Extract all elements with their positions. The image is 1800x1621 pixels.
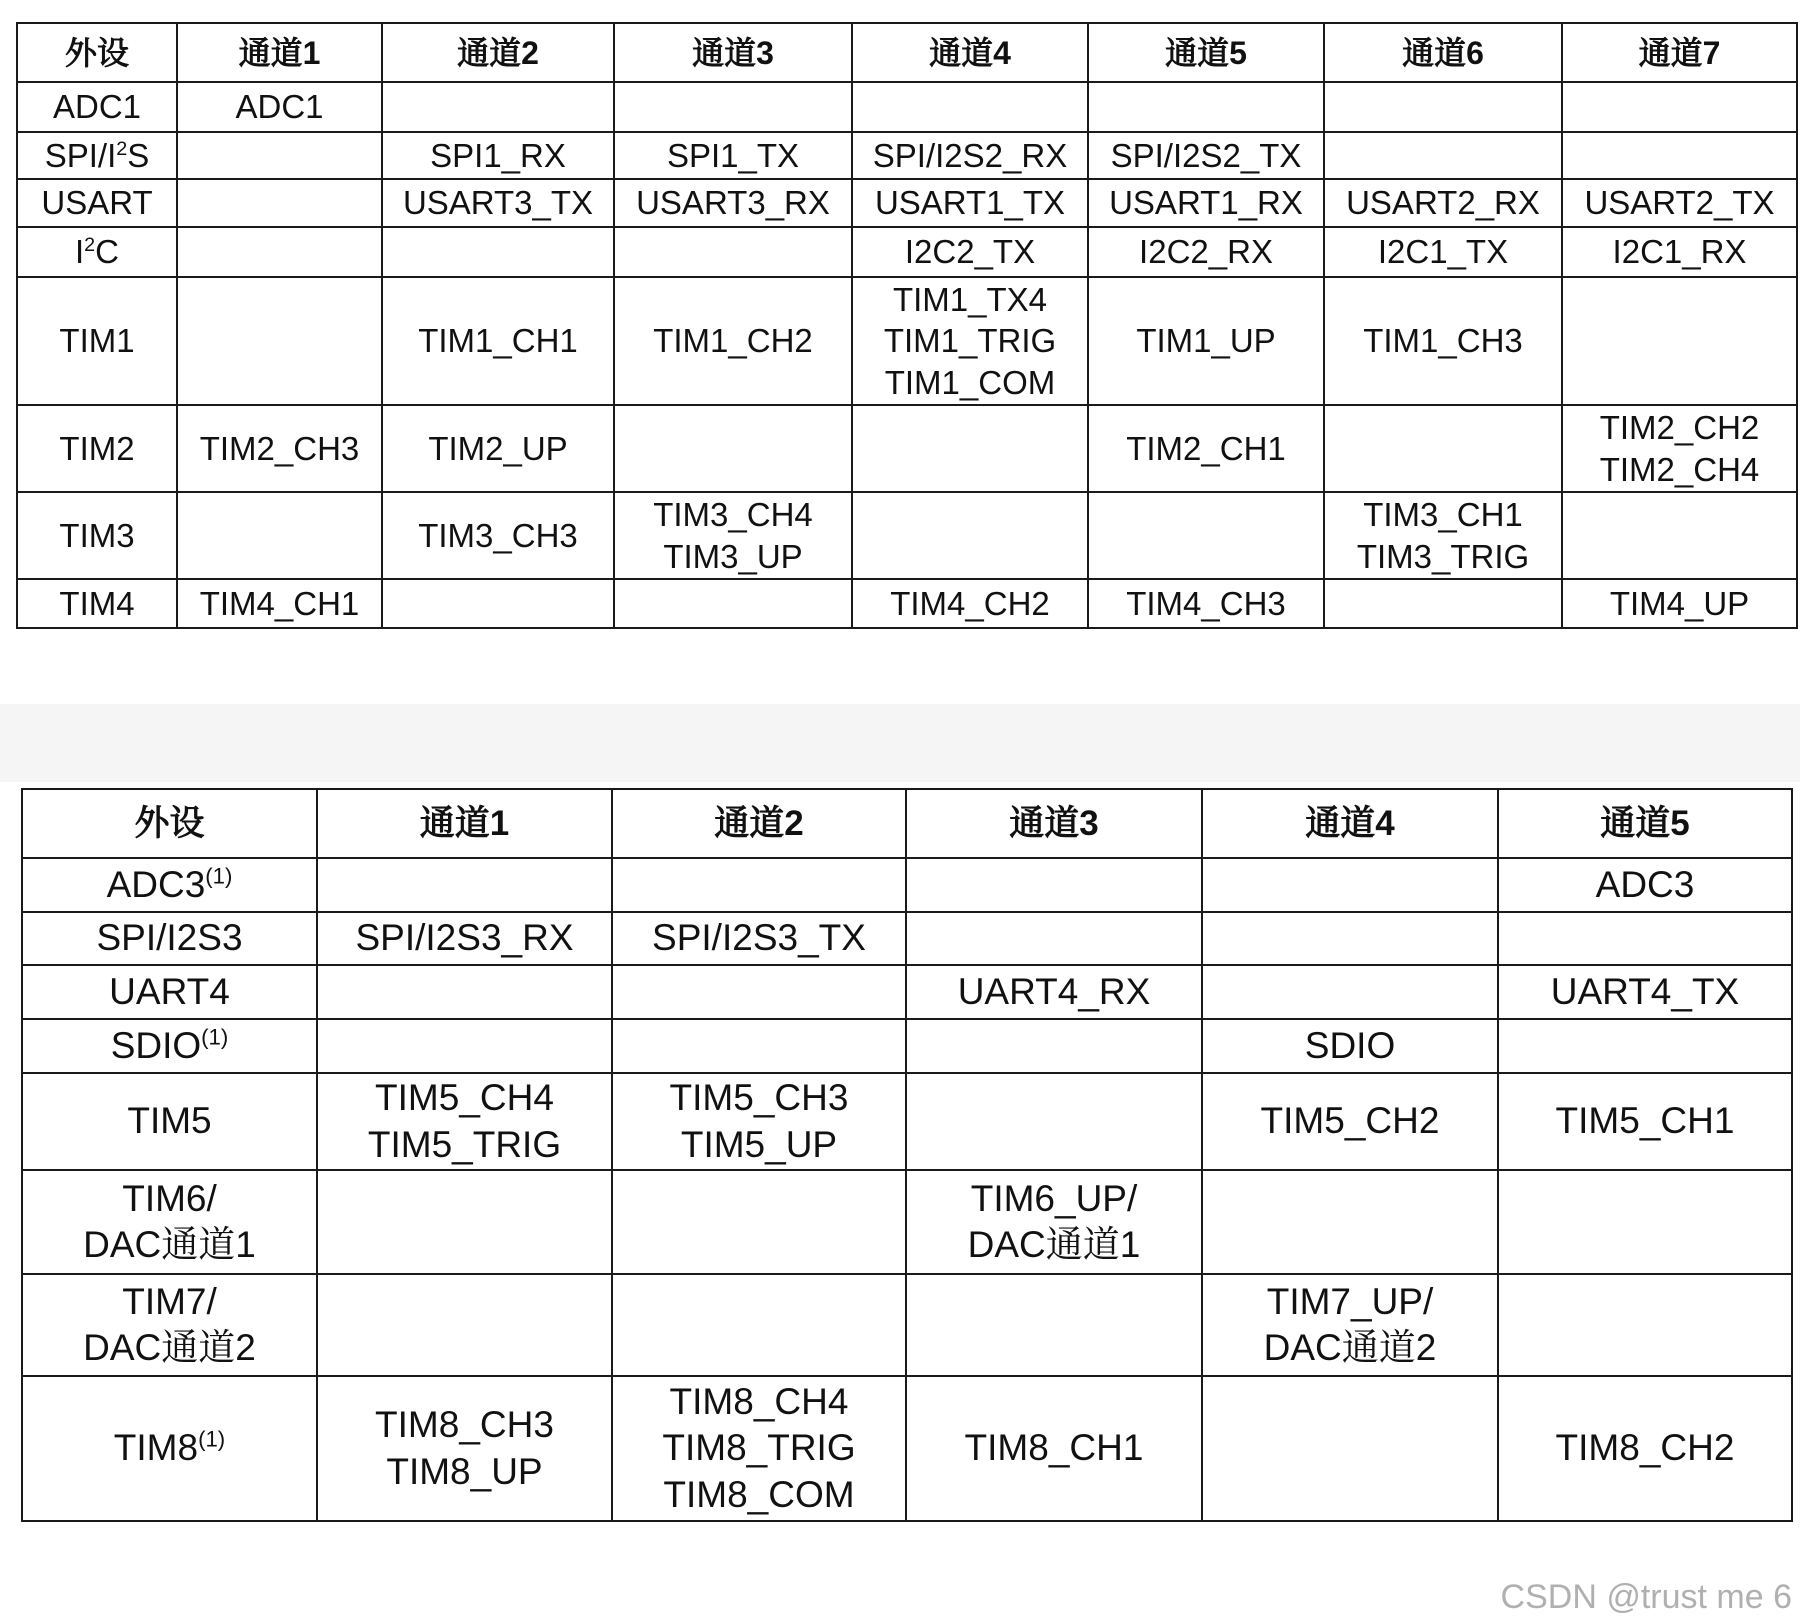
- peripheral-label: USART: [41, 184, 153, 222]
- request-label: TIM4_CH3: [1126, 584, 1286, 622]
- header-channel-4: 通道4: [1202, 789, 1498, 858]
- request-label: TIM5_CH4: [375, 1077, 554, 1119]
- channel-cell: [906, 1376, 1202, 1521]
- table-row: [22, 1019, 1792, 1073]
- request-label: TIM4_UP: [1609, 584, 1750, 622]
- channel-cell: [1498, 965, 1792, 1019]
- channel-cell: [382, 82, 614, 132]
- peripheral-label: SPI/I2S3: [96, 917, 243, 959]
- channel-cell: [177, 132, 382, 179]
- channel-cell: [1088, 179, 1324, 227]
- channel-cell: [317, 1073, 612, 1170]
- watermark: CSDN @trust me 6: [1500, 1578, 1792, 1616]
- table-row: [22, 965, 1792, 1019]
- channel-cell: [1324, 579, 1562, 628]
- channel-cell: [852, 82, 1088, 132]
- request-label: TIM5_CH2: [1260, 1100, 1440, 1142]
- channel-cell: [1498, 858, 1792, 912]
- header-peripheral: 外设: [22, 789, 317, 858]
- table-row: [17, 405, 1797, 492]
- table-row: [17, 277, 1797, 405]
- channel-cell: [1088, 132, 1324, 179]
- request-label: TIM1_COM: [884, 363, 1056, 401]
- peripheral-label: TIM2: [59, 429, 135, 467]
- peripheral-label: ADC3: [106, 863, 206, 905]
- table-row: [17, 82, 1797, 132]
- channel-cell: [177, 492, 382, 579]
- channel-cell: [906, 965, 1202, 1019]
- channel-cell: [1324, 492, 1562, 579]
- channel-cell: [1202, 1019, 1498, 1073]
- request-label: TIM1_TX4: [892, 281, 1048, 319]
- peripheral-cell: [22, 912, 317, 965]
- request-label: DAC通道2: [1263, 1327, 1437, 1368]
- channel-cell: [382, 179, 614, 227]
- request-label: TIM2_CH3: [199, 429, 360, 467]
- table-header-row: [17, 23, 1797, 82]
- request-label: TIM1_UP: [1136, 322, 1276, 360]
- request-label: SPI1_TX: [666, 136, 800, 174]
- channel-cell: [317, 1170, 612, 1274]
- peripheral-label: TIM4: [59, 584, 135, 622]
- channel-cell: [1498, 1170, 1792, 1274]
- request-label: USART3_TX: [402, 184, 594, 222]
- request-label: I2C1_TX: [1377, 233, 1509, 271]
- channel-cell: [906, 1274, 1202, 1376]
- header-channel-6: 通道6: [1324, 23, 1562, 82]
- channel-cell: [177, 179, 382, 227]
- channel-cell: [1202, 1073, 1498, 1170]
- header-channel-3: 通道3: [906, 789, 1202, 858]
- channel-cell: [1088, 227, 1324, 277]
- channel-cell: [614, 492, 852, 579]
- channel-cell: [1202, 1274, 1498, 1376]
- channel-cell: [177, 579, 382, 628]
- channel-cell: [612, 965, 906, 1019]
- table-header-row: [22, 789, 1792, 858]
- request-label: TIM8_CH1: [964, 1427, 1144, 1469]
- table-row: [17, 132, 1797, 179]
- superscript: 2: [84, 234, 96, 257]
- channel-cell: [317, 912, 612, 965]
- channel-cell: [1562, 405, 1797, 492]
- channel-cell: [1202, 858, 1498, 912]
- header-channel-1: 通道1: [177, 23, 382, 82]
- channel-cell: [1562, 82, 1797, 132]
- request-label: TIM3_UP: [663, 537, 803, 575]
- table-row: [22, 1170, 1792, 1274]
- channel-cell: [612, 912, 906, 965]
- channel-cell: [382, 405, 614, 492]
- channel-cell: [1562, 492, 1797, 579]
- channel-cell: [1498, 1376, 1792, 1521]
- request-label: SPI/I2S2_RX: [872, 136, 1068, 174]
- peripheral-cell: [22, 1274, 317, 1376]
- channel-cell: [382, 492, 614, 579]
- request-label: TIM1_CH2: [653, 322, 813, 360]
- channel-cell: [317, 965, 612, 1019]
- request-label: ADC1: [235, 88, 324, 126]
- channel-cell: [317, 1019, 612, 1073]
- request-label: TIM5_UP: [680, 1123, 838, 1165]
- request-label: I2C2_TX: [904, 233, 1036, 271]
- superscript: (1): [205, 863, 233, 889]
- header-channel-2: 通道2: [612, 789, 906, 858]
- request-label: TIM4_CH1: [199, 584, 360, 622]
- request-label: DAC通道1: [967, 1224, 1141, 1265]
- peripheral-label: TIM1: [59, 322, 135, 360]
- peripheral-cell: [22, 1019, 317, 1073]
- table-row: [17, 227, 1797, 277]
- channel-cell: [852, 227, 1088, 277]
- request-label: TIM4_CH2: [890, 584, 1050, 622]
- request-label: TIM1_CH1: [418, 322, 578, 360]
- request-label: USART2_RX: [1346, 184, 1540, 222]
- peripheral-cell: [22, 858, 317, 912]
- header-channel-4: 通道4: [852, 23, 1088, 82]
- channel-cell: [382, 277, 614, 405]
- header-peripheral: 外设: [17, 23, 177, 82]
- peripheral-cell: [17, 179, 177, 227]
- channel-cell: [1202, 912, 1498, 965]
- superscript: 2: [116, 137, 128, 160]
- request-label: TIM8_TRIG: [662, 1427, 856, 1469]
- request-label: UART4_RX: [957, 970, 1151, 1012]
- channel-cell: [906, 1170, 1202, 1274]
- channel-cell: [1324, 179, 1562, 227]
- header-channel-5: 通道5: [1088, 23, 1324, 82]
- peripheral-label: DAC通道1: [83, 1224, 256, 1265]
- channel-cell: [614, 132, 852, 179]
- peripheral-label: TIM3: [59, 516, 135, 554]
- channel-cell: [1088, 405, 1324, 492]
- channel-cell: [177, 405, 382, 492]
- channel-cell: [906, 1019, 1202, 1073]
- request-label: I2C2_RX: [1139, 233, 1273, 271]
- channel-cell: [852, 132, 1088, 179]
- channel-cell: [1498, 1073, 1792, 1170]
- header-channel-2: 通道2: [382, 23, 614, 82]
- request-label: TIM3_TRIG: [1356, 537, 1530, 575]
- channel-cell: [382, 579, 614, 628]
- table-row: [22, 1274, 1792, 1376]
- channel-cell: [317, 1376, 612, 1521]
- table-row: [22, 858, 1792, 912]
- channel-cell: [612, 1376, 906, 1521]
- peripheral-cell: [17, 132, 177, 179]
- request-label: TIM1_CH3: [1363, 322, 1523, 360]
- channel-cell: [317, 1274, 612, 1376]
- peripheral-label: TIM8: [113, 1427, 199, 1469]
- header-channel-5: 通道5: [1498, 789, 1792, 858]
- separator-band: [0, 704, 1800, 782]
- request-label: SPI1_RX: [430, 136, 566, 174]
- channel-cell: [177, 277, 382, 405]
- header-channel-1: 通道1: [317, 789, 612, 858]
- request-label: TIM8_COM: [663, 1473, 855, 1515]
- request-label: TIM3_CH3: [418, 516, 578, 554]
- request-label: TIM2_CH2: [1599, 409, 1760, 447]
- channel-cell: [852, 405, 1088, 492]
- request-label: TIM8_UP: [386, 1450, 543, 1492]
- table-row: [22, 1073, 1792, 1170]
- request-label: TIM2_CH1: [1126, 429, 1286, 467]
- table-row: [17, 179, 1797, 227]
- channel-cell: [1088, 579, 1324, 628]
- request-label: TIM1_TRIG: [883, 322, 1057, 360]
- channel-cell: [1498, 1019, 1792, 1073]
- peripheral-label-tail: S: [127, 136, 150, 174]
- peripheral-label: SPI/I: [44, 136, 117, 174]
- channel-cell: [1498, 912, 1792, 965]
- channel-cell: [1088, 277, 1324, 405]
- request-label: TIM2_CH4: [1599, 450, 1760, 488]
- request-label: ADC3: [1595, 863, 1695, 905]
- channel-cell: [1562, 227, 1797, 277]
- request-label: UART4_TX: [1550, 970, 1740, 1012]
- peripheral-label: TIM6/: [122, 1177, 217, 1219]
- channel-cell: [317, 858, 612, 912]
- peripheral-cell: [22, 1170, 317, 1274]
- channel-cell: [1324, 82, 1562, 132]
- superscript: (1): [201, 1024, 229, 1050]
- peripheral-label-tail: C: [95, 233, 120, 271]
- request-label: TIM7_UP/: [1266, 1280, 1434, 1322]
- request-label: TIM8_CH3: [375, 1404, 554, 1446]
- peripheral-cell: [22, 965, 317, 1019]
- channel-cell: [1202, 1376, 1498, 1521]
- request-label: TIM6_UP/: [970, 1177, 1138, 1219]
- channel-cell: [1088, 82, 1324, 132]
- peripheral-label: DAC通道2: [83, 1327, 256, 1368]
- peripheral-label: UART4: [109, 970, 230, 1012]
- dma1-request-table: [16, 22, 1798, 629]
- request-label: TIM8_CH4: [669, 1381, 849, 1423]
- channel-cell: [614, 179, 852, 227]
- channel-cell: [852, 277, 1088, 405]
- channel-cell: [382, 227, 614, 277]
- dma2-request-table: [21, 788, 1793, 1522]
- table-row: [22, 1376, 1792, 1521]
- channel-cell: [614, 579, 852, 628]
- request-label: I2C1_RX: [1612, 233, 1747, 271]
- request-label: TIM5_CH1: [1555, 1100, 1735, 1142]
- channel-cell: [852, 179, 1088, 227]
- channel-cell: [906, 912, 1202, 965]
- channel-cell: [906, 1073, 1202, 1170]
- channel-cell: [1324, 277, 1562, 405]
- channel-cell: [1088, 492, 1324, 579]
- channel-cell: [1324, 132, 1562, 179]
- peripheral-label: ADC1: [52, 88, 142, 126]
- peripheral-label: SDIO: [110, 1024, 202, 1066]
- channel-cell: [1202, 965, 1498, 1019]
- peripheral-cell: [17, 492, 177, 579]
- peripheral-label: TIM7/: [122, 1280, 217, 1322]
- peripheral-cell: [17, 277, 177, 405]
- channel-cell: [177, 82, 382, 132]
- header-channel-3: 通道3: [614, 23, 852, 82]
- request-label: TIM8_CH2: [1555, 1427, 1735, 1469]
- channel-cell: [382, 132, 614, 179]
- superscript: (1): [198, 1427, 226, 1453]
- request-label: USART3_RX: [636, 184, 830, 222]
- request-label: TIM5_CH3: [669, 1077, 849, 1119]
- channel-cell: [1324, 227, 1562, 277]
- request-label: USART2_TX: [1584, 184, 1775, 222]
- request-label: SPI/I2S3_TX: [652, 917, 866, 959]
- peripheral-label: TIM5: [127, 1100, 212, 1142]
- channel-cell: [1562, 579, 1797, 628]
- channel-cell: [612, 1073, 906, 1170]
- channel-cell: [1498, 1274, 1792, 1376]
- peripheral-cell: [22, 1073, 317, 1170]
- channel-cell: [612, 1170, 906, 1274]
- table-row: [22, 912, 1792, 965]
- request-label: SPI/I2S2_TX: [1110, 136, 1302, 174]
- request-label: USART1_TX: [874, 184, 1066, 222]
- channel-cell: [177, 227, 382, 277]
- peripheral-cell: [17, 405, 177, 492]
- peripheral-label: I: [74, 233, 85, 271]
- channel-cell: [1562, 277, 1797, 405]
- request-label: TIM3_CH1: [1363, 496, 1523, 534]
- peripheral-cell: [22, 1376, 317, 1521]
- channel-cell: [614, 405, 852, 492]
- channel-cell: [1562, 132, 1797, 179]
- request-label: TIM2_UP: [428, 429, 568, 467]
- channel-cell: [906, 858, 1202, 912]
- channel-cell: [614, 227, 852, 277]
- header-channel-7: 通道7: [1562, 23, 1797, 82]
- table-row: [17, 579, 1797, 628]
- request-label: TIM5_TRIG: [367, 1123, 562, 1165]
- channel-cell: [612, 1274, 906, 1376]
- channel-cell: [1202, 1170, 1498, 1274]
- channel-cell: [614, 82, 852, 132]
- channel-cell: [1324, 405, 1562, 492]
- peripheral-cell: [17, 227, 177, 277]
- request-label: SPI/I2S3_RX: [355, 917, 574, 959]
- channel-cell: [852, 579, 1088, 628]
- peripheral-cell: [17, 579, 177, 628]
- channel-cell: [614, 277, 852, 405]
- channel-cell: [612, 1019, 906, 1073]
- channel-cell: [852, 492, 1088, 579]
- channel-cell: [1562, 179, 1797, 227]
- request-label: USART1_RX: [1109, 184, 1303, 222]
- request-label: TIM3_CH4: [653, 496, 813, 534]
- table-row: [17, 492, 1797, 579]
- peripheral-cell: [17, 82, 177, 132]
- request-label: SDIO: [1304, 1024, 1396, 1066]
- channel-cell: [612, 858, 906, 912]
